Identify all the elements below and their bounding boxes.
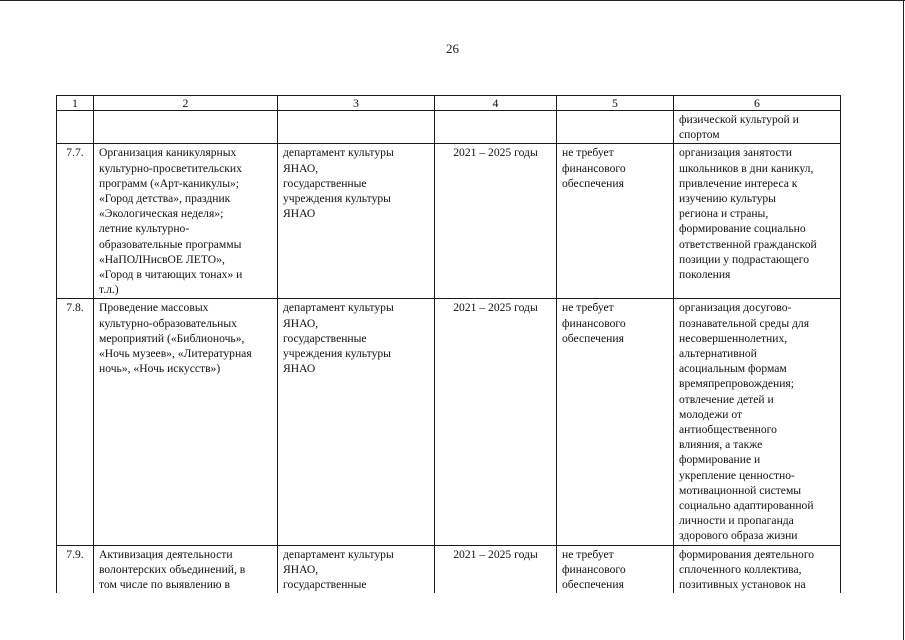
column-header: 2	[94, 96, 278, 111]
period-cell: 2021 – 2025 годы	[435, 144, 557, 299]
funding-cell: не требует финансового обеспечения	[557, 144, 674, 299]
plan-table	[56, 95, 841, 593]
row-number-cell: 7.9.	[57, 545, 94, 593]
result-cell: физической культурой и спортом	[674, 111, 841, 144]
funding-cell	[557, 111, 674, 144]
period-cell: 2021 – 2025 годы	[435, 299, 557, 545]
row-number-cell: 7.7.	[57, 144, 94, 299]
table-row	[57, 144, 841, 299]
executor-cell	[278, 111, 435, 144]
page-number: 26	[446, 41, 459, 56]
executor-cell: департамент культуры ЯНАО, государственные учреждения культуры ЯНАО	[278, 299, 435, 545]
row-number-cell: 7.8.	[57, 299, 94, 545]
event-cell: Проведение массовых культурно-образовательных мероприятий («Библионочь», «Ночь музеев», «Литературная ночь», «Ночь искусств»)	[94, 299, 278, 545]
executor-cell: департамент культуры ЯНАО, государственные	[278, 545, 435, 593]
result-cell: организация занятости школьников в дни каникул, привлечение интереса к изучению культуры региона и страны, формирование социально ответственной гражданской позиции у подрастающего поколения	[674, 144, 841, 299]
page-border-right	[903, 0, 904, 640]
column-header: 3	[278, 96, 435, 111]
column-header: 5	[557, 96, 674, 111]
funding-cell: не требует финансового обеспечения	[557, 545, 674, 593]
page-border-top	[0, 0, 905, 1]
column-header: 1	[57, 96, 94, 111]
table-row-continuation	[57, 111, 841, 144]
event-cell: Активизация деятельности волонтерских объединений, в том числе по выявлению в	[94, 545, 278, 593]
event-cell: Организация каникулярных культурно-просветительских программ («Арт-каникулы»; «Город детства», праздник «Экологическая неделя»; летние культурно- образовательные программы «НаПОЛНисвОЕ ЛЕТО», «Город в читающих тонах» и т.л.)	[94, 144, 278, 299]
table-row	[57, 545, 841, 593]
executor-cell: департамент культуры ЯНАО, государственные учреждения культуры ЯНАО	[278, 144, 435, 299]
table-header-row	[57, 96, 841, 111]
funding-cell: не требует финансового обеспечения	[557, 299, 674, 545]
period-cell	[435, 111, 557, 144]
event-cell	[94, 111, 278, 144]
result-cell: организация досугово- познавательной среды для несовершеннолетних, альтернативной асоциальным формам времяпрепровождения; отвлечение детей и молодежи от антиобщественного влияния, а также формирование и укрепление ценностно- мотивационной системы социально адаптированной личности и пропаганда здорового образа жизни	[674, 299, 841, 545]
table-row	[57, 299, 841, 545]
column-header: 6	[674, 96, 841, 111]
period-cell: 2021 – 2025 годы	[435, 545, 557, 593]
result-cell: формирования деятельного сплоченного коллектива, позитивных установок на	[674, 545, 841, 593]
column-header: 4	[435, 96, 557, 111]
row-number-cell	[57, 111, 94, 144]
